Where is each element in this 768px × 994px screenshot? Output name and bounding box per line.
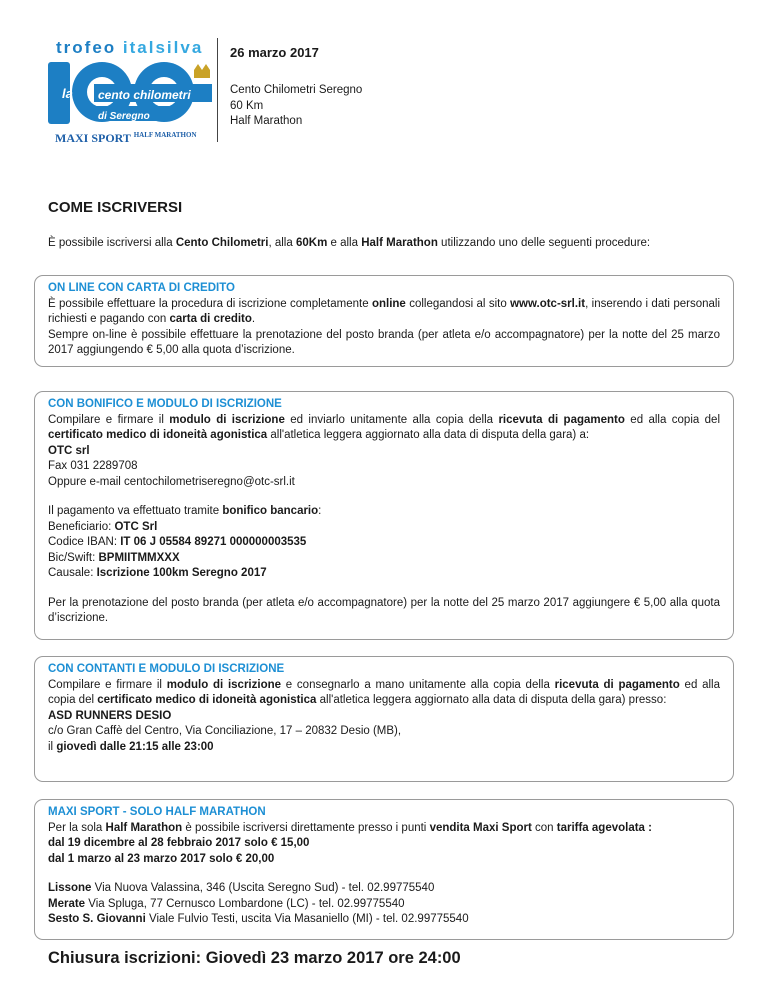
- asd-name: ASD RUNNERS DESIO: [48, 709, 172, 722]
- event-line-3: Half Marathon: [230, 115, 303, 127]
- bonifico-section-title: CON BONIFICO E MODULO DI ISCRIZIONE: [48, 398, 282, 410]
- event-line-1: Cento Chilometri Seregno: [230, 84, 363, 96]
- bonifico-section: [34, 391, 734, 640]
- maxisport-paragraph: Per la sola Half Marathon è possibile iscriversi direttamente presso i punti vendita Maxi Sport con tariffa agevolata :: [48, 821, 652, 834]
- bic-swift: Bic/Swift: BPMIITMMXXX: [48, 551, 180, 564]
- asd-address: c/o Gran Caffè del Centro, Via Conciliazione, 17 – 20832 Desio (MB),: [48, 725, 402, 737]
- payment-method: Il pagamento va effettuato tramite bonifico bancario:: [48, 505, 322, 517]
- closing-deadline: Chiusura iscrizioni: Giovedì 23 marzo 2017 ore 24:00: [48, 949, 461, 967]
- contanti-paragraph: Compilare e firmare il modulo di iscrizione e consegnarlo a mano unitamente alla copia della ricevuta di pagamento ed alla copia del certificato medico di idoneità agonistica all'atletica leggera aggiornato alla data di disputa della gara) presso:: [48, 678, 720, 706]
- header-divider: [217, 38, 218, 142]
- iban: Codice IBAN: IT 06 J 05584 89271 000000003535: [48, 536, 307, 548]
- online-section-title: ON LINE CON CARTA DI CREDITO: [48, 282, 235, 294]
- online-branda-note: Sempre on-line è possibile effettuare la prenotazione del posto branda (per atleta e/o accompagnatore) per la notte del 25 marzo 2017 aggiungendo € 5,00 alla quota d’iscrizione.: [48, 328, 720, 356]
- beneficiary: Beneficiario: OTC Srl: [48, 520, 158, 533]
- tariff-1: dal 19 dicembre al 28 febbraio 2017 solo € 15,00: [48, 837, 310, 849]
- bonifico-paragraph: Compilare e firmare il modulo di iscrizione ed inviarlo unitamente alla copia della ricevuta di pagamento ed alla copia del certificato medico di idoneità agonistica all'atletica leggera aggiornato alla data di disputa della gara) a:: [48, 413, 721, 441]
- logo-trofeo-text: trofeo italsilva: [56, 38, 204, 57]
- contanti-section-title: CON CONTANTI E MODULO DI ISCRIZIONE: [48, 663, 285, 675]
- online-paragraph: È possibile effettuare la procedura di iscrizione completamente online collegandosi al sito www.otc-srl.it, inserendo i dati personali richiesti e pagando con carta di credito.: [48, 297, 721, 325]
- store-item: Sesto S. Giovanni Viale Fulvio Testi, uscita Via Masaniello (MI) - tel. 02.99775540: [48, 913, 469, 925]
- event-line-2: 60 Km: [230, 100, 264, 112]
- logo-seregno-text: di Seregno: [98, 111, 150, 122]
- asd-hours: il giovedì dalle 21:15 alle 23:00: [48, 740, 214, 753]
- event-date: 26 marzo 2017: [230, 45, 319, 60]
- tariff-2: dal 1 marzo al 23 marzo 2017 solo € 20,00: [48, 852, 275, 865]
- page-title: COME ISCRIVERSI: [48, 199, 183, 216]
- otc-email: Oppure e-mail centochilometriseregno@otc-srl.it: [48, 475, 295, 488]
- logo-cento-text: cento chilometri: [98, 88, 191, 102]
- otc-fax: Fax 031 2289708: [48, 460, 138, 472]
- contanti-section: [34, 656, 734, 782]
- online-section: [34, 275, 734, 367]
- intro-paragraph: È possibile iscriversi alla Cento Chilometri, alla 60Km e alla Half Marathon utilizzando uno delle seguenti procedure:: [48, 237, 651, 249]
- logo-la-text: la: [62, 86, 73, 101]
- store-item: Lissone Via Nuova Valassina, 346 (Uscita Seregno Sud) - tel. 02.99775540: [48, 882, 435, 894]
- maxisport-section: [34, 799, 734, 940]
- causale: Causale: Iscrizione 100km Seregno 2017: [48, 567, 267, 579]
- logo-maxi-sport: MAXI SPORT $^{HALF MARATHON}$: [55, 131, 197, 145]
- maxisport-section-title: MAXI SPORT - SOLO HALF MARATHON: [48, 806, 266, 818]
- store-item: Merate Via Spluga, 77 Cernusco Lombardone (LC) - tel. 02.99775540: [48, 897, 405, 910]
- otc-name: OTC srl: [48, 444, 90, 457]
- bonifico-branda-note: Per la prenotazione del posto branda (per atleta e/o accompagnatore) per la notte del 25 marzo 2017 aggiungere € 5,00 alla quota d’iscrizione.: [48, 596, 720, 624]
